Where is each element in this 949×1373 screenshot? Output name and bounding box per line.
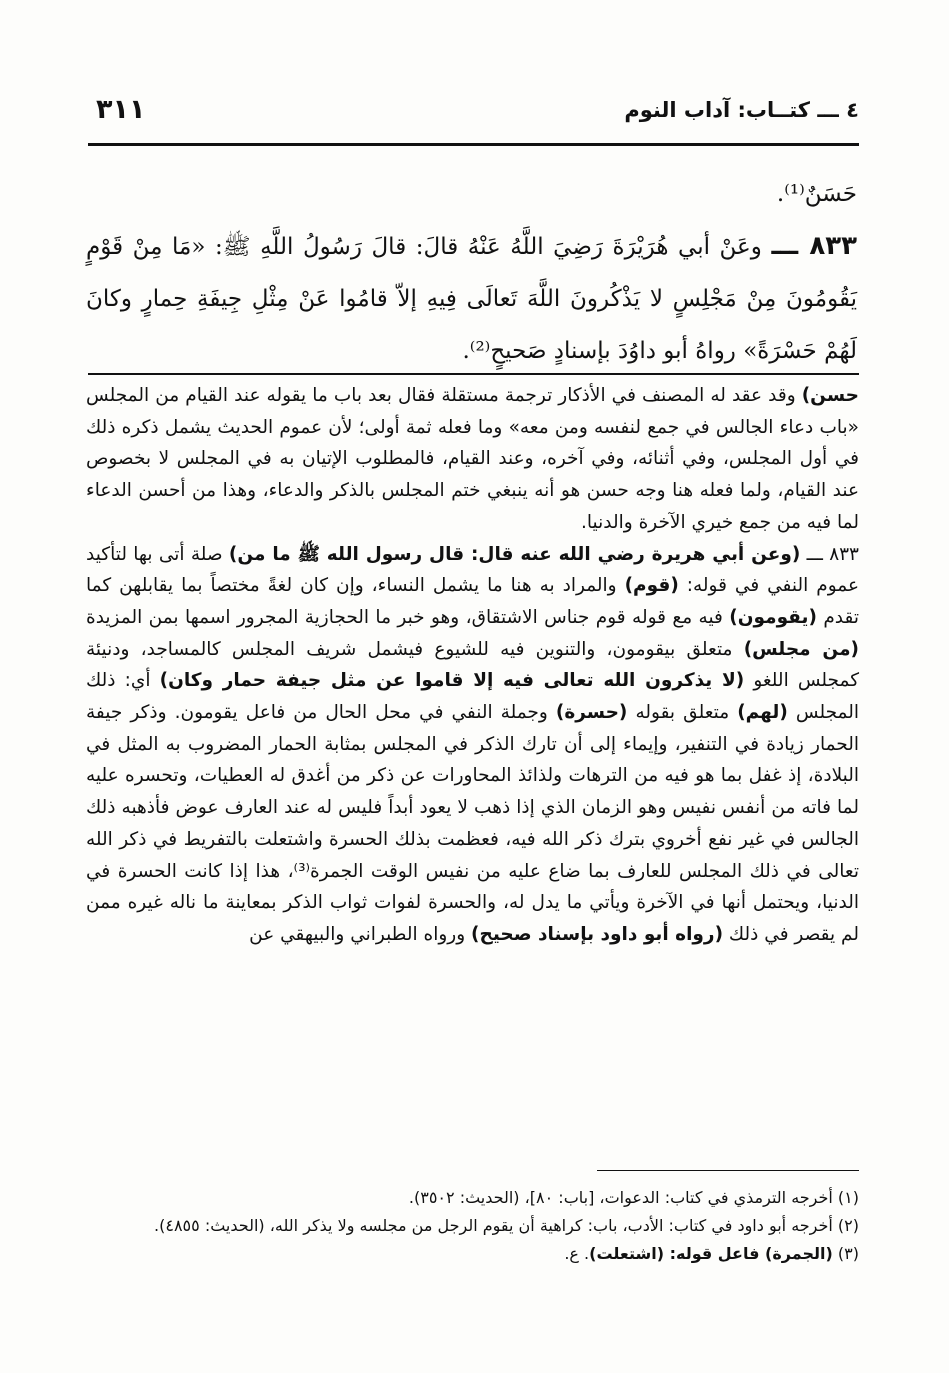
hadith-text-block	[86, 168, 857, 377]
footnote-separator	[597, 1170, 859, 1171]
commentary-paragraph-1: حسن) وقد عقد له المصنف في الأذكار ترجمة مستقلة فقال بعد باب ما يقوله عند القيام من المجلس «باب دعاء الجالس في جمع لنفسه ومن معه» وما فعله ثمة أولى؛ لأن عموم الحديث يشمل ذكره ذلك في أول المجلس، وفي أثنائه، وفي آخره، وعند القيام، فالمطلوب الإتيان به في المجلس لا بخصوص عند القيام، ولما فعله هنا وجه حسن هو أنه ينبغي ختم المجلس بالذكر والدعاء، وهذا من أحسن الدعاء لما فيه من جمع خيري الآخرة والدنيا.	[86, 385, 859, 533]
footnote-1: (١) أخرجه الترمذي في كتاب: الدعوات، [باب: ٨٠]، (الحديث: ٣٥٠٢).	[408, 1188, 859, 1207]
footnotes	[86, 1184, 859, 1268]
previous-hadith-ending: حَسَنٌ⁽¹⁾.	[776, 181, 857, 207]
hadith-833	[86, 220, 857, 377]
page-number: ٣١١	[96, 94, 146, 125]
footnote-2: (٢) أخرجه أبو داود في كتاب: الأدب، باب: كراهية أن يقوم الرجل من مجلسه ولا يذكر الله، (الحديث: ٤٨٥٥).	[154, 1216, 859, 1235]
page-header	[88, 94, 859, 138]
commentary-paragraph-2: ٨٣٣ ـــ (وعن أبي هريرة رضي الله عنه قال: قال رسول الله ﷺ ما من) صلة أتى بها لتأكيد عموم النفي في قوله: (قوم) والمراد به هنا ما يشمل النساء، وإن كان لغةً مختصاً بما يقابلهن كما تقدم (يقومون) فيه مع قوله قوم جناس الاشتقاق، وهو خبر ما الحجازية المجرور اسمها بمن المزيدة (من مجلس) متعلق بيقومون، والتنوين فيه للشيوع فيشمل شريف المجلس كالمساجد، ودنيئة كمجلس اللغو (لا يذكرون الله تعالى فيه إلا قاموا عن مثل جيفة حمار وكان) أي: ذلك المجلس (لهم) متعلق بقوله (حسرة) وجملة النفي في محل الحال من فاعل يقومون. وذكر جيفة الحمار زيادة في التنفير، وإيماء إلى أن تارك الذكر في المجلس بمثابة الحمار المضروب به المثل في البلادة، إذ غفل بما هو فيه من الترهات ولذائذ المحاورات عن ذكر من أغدق له العطيات، وتحسره عليه لما فاته من أنفس نفيس وهو الزمان الذي إذا ذهب لا يعود أبداً فليس له عند العارف عوض فأذهبه ذلك الجالس في غير نفع أخروي بترك ذكر الله فيه، فعظمت بذلك الحسرة واشتعلت بالتفريط في ذكر الله تعالى في ذلك المجلس للعارف بما ضاع عليه من نفيس الوقت الجمرة⁽³⁾، هذا إذا كانت الحسرة في الدنيا، ويحتمل أنها في الآخرة ويأتي ما يدل له، والحسرة لفوات ثواب الذكر بمعاينة ما ناله غيره ممن لم يقصر في ذلك (رواه أبو داود بإسناد صحيح) ورواه الطبراني والبيهقي عن	[86, 543, 859, 945]
chapter-title: ٤ ـــ كتــاب: آداب النوم	[624, 98, 859, 122]
hadith-number: ٨٣٣ ـــ	[771, 231, 857, 261]
commentary-number: ٨٣٣ ـــ	[806, 543, 859, 565]
header-rule	[88, 143, 859, 146]
hadith-body: وعَنْ أبي هُرَيْرَةَ رَضِيَ اللَّهُ عَنْهُ قالَ: قالَ رَسُولُ اللَّهِ ﷺ: «مَا مِنْ قَوْمٍ يَقُومُونَ مِنْ مَجْلِسٍ لا يَذْكُرونَ اللَّهَ تَعالَى فِيهِ إلاّ قامُوا عَنْ مِثْلِ جِيفَةِ حِمارٍ وكانَ لَهُمْ حَسْرَةً» رواهُ أبو داوُدَ بإسنادٍ صَحيحٍ⁽²⁾.	[86, 234, 857, 364]
commentary-block	[86, 380, 859, 951]
footnote-3: (٣) (الجمرة) فاعل قوله: (اشتعلت). ع.	[564, 1244, 859, 1263]
matn-sharh-separator	[88, 373, 859, 375]
